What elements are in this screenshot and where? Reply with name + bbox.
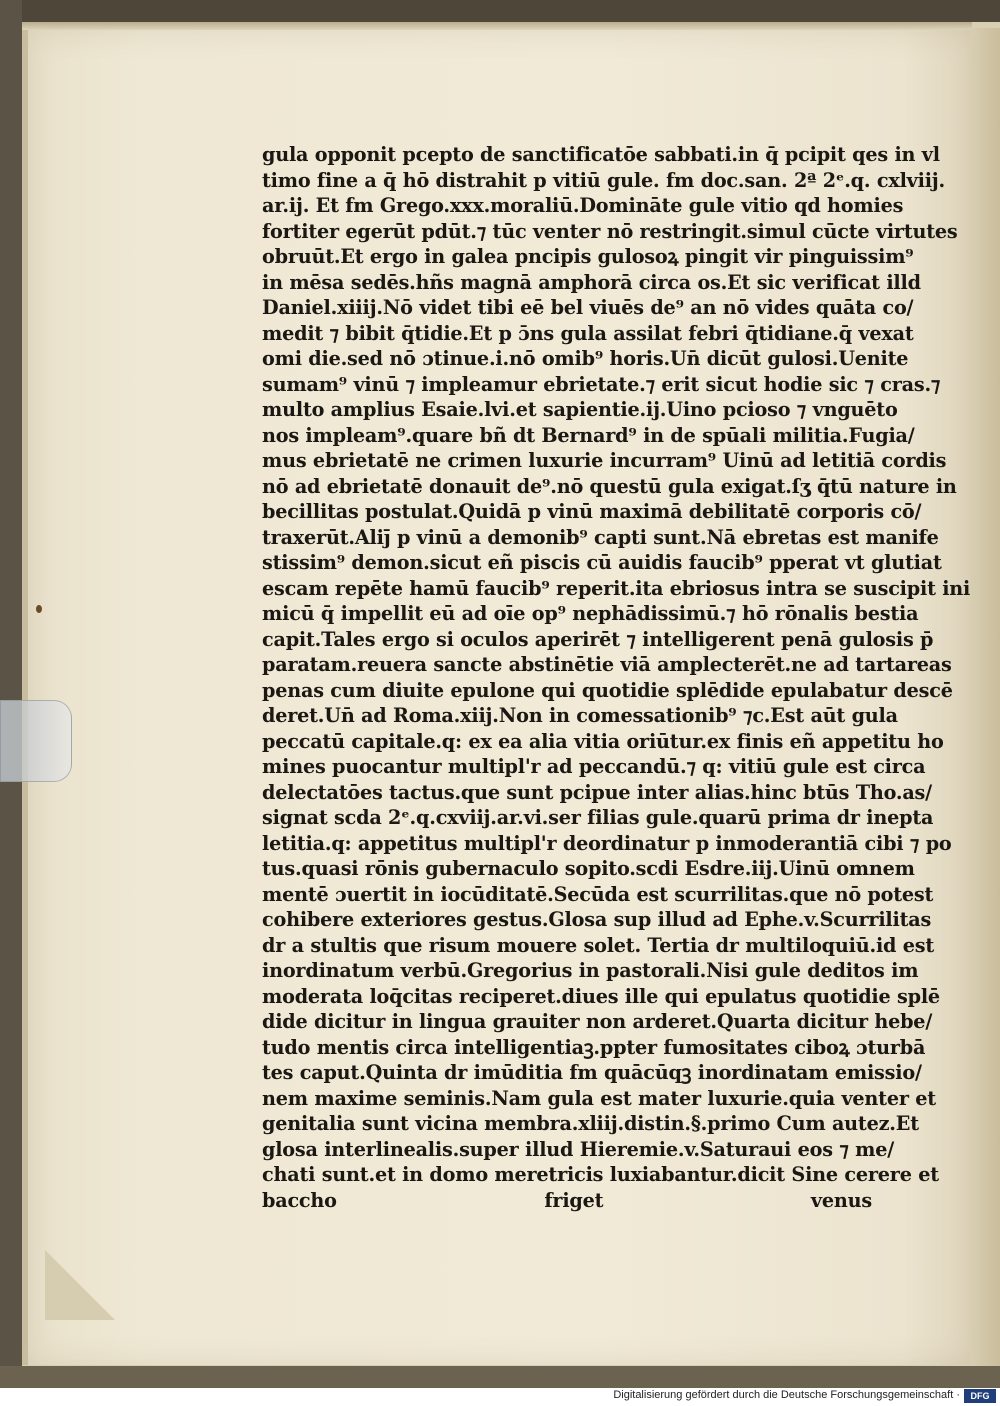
- text-line: signat scda 2ᵉ.q.cxviij.ar.vi.ser filias gule.quarū prima dr inepta: [262, 806, 934, 829]
- text-line: tes caput.Quinta dr imūditia fm quācūqꝫ inordinatam emissio/: [262, 1061, 922, 1084]
- text-line: deret.Un̄ ad Roma.xiij.Non in comessationib⁹ ⁊c.Est aūt gula: [262, 704, 898, 727]
- text-line: dr a stultis que risum mouere solet. Tertia dr multiloquiū.id est: [262, 933, 935, 957]
- corner-fold: [45, 1250, 115, 1320]
- text-line: genitalia sunt vicina membra.xliij.distin.§.primo Cum autez.Et: [262, 1112, 919, 1135]
- digitization-credit: Digitalisierung gefördert durch die Deutsche Forschungsgemeinschaft ·: [613, 1389, 960, 1401]
- text-line: mentē ɔuertit in iocūditatē.Secūda est scurrilitas.que nō potest: [262, 882, 934, 906]
- text-line: baccho friget venus: [262, 1188, 872, 1212]
- text-line: tudo mentis circa intelligentiaꝫ.ppter fumositates ciboꝝ ɔturbā: [262, 1035, 926, 1059]
- text-line: mus ebrietatē ne crimen luxurie incurram⁹ Uinū ad letitiā cordis: [262, 449, 947, 472]
- text-line: nem maxime seminis.Nam gula est mater luxurie.quia venter et: [262, 1086, 936, 1110]
- dfg-logo: DFG: [964, 1389, 996, 1403]
- text-line: paratam.reuera sancte abstinētie viā amplecterēt.ne ad tartareas: [262, 653, 952, 676]
- text-line: escam repēte hamū faucib⁹ reperit.ita ebriosus intra se suscipit ini: [262, 576, 971, 600]
- ink-spot: [36, 605, 42, 613]
- text-line: in mēsa sedēs.hñs magnā amphorā circa os.Et sic verificat illd: [262, 270, 921, 294]
- text-line: delectatōes tactus.que sunt pcipue inter alias.hinc btūs Tho.as/: [262, 780, 932, 804]
- scan-background-top: [0, 0, 1000, 22]
- text-line: mines puocantur multipl'r ad peccandū.⁊ q: vitiū gule est circa: [262, 755, 926, 778]
- text-line: sumam⁹ vinū ⁊ impleamur ebrietate.⁊ erit sicut hodie sic ⁊ cras.⁊: [262, 372, 941, 396]
- text-line: ar.ij. Et fm Grego.xxx.moraliū.Domināte gule vitio qd homies: [262, 194, 904, 217]
- text-line: inordinatum verbū.Gregorius in pastorali.Nisi gule deditos im: [262, 959, 919, 982]
- text-line: letitia.q: appetitus multipl'r deordinatur p inmoderantiā cibi ⁊ po: [262, 831, 952, 855]
- text-line: peccatū capitale.q: ex ea alia vitia oriūtur.ex finis eñ appetitu ho: [262, 729, 944, 753]
- text-line: medit ⁊ bibit q̄tidie.Et p ɔ̄ns gula assilat febri q̄tidiane.q̄ vexat: [262, 321, 914, 345]
- text-line: tus.quasi rōnis gubernaculo sopito.scdi Esdre.iij.Uinū omnem: [262, 857, 915, 880]
- text-line: nō ad ebrietatē donauit de⁹.nō questū gula exigat.ſʒ q̄tū nature in: [262, 474, 957, 498]
- text-line: capit.Tales ergo si oculos aperirēt ⁊ intelligerent penā gulosis p̄: [262, 627, 934, 651]
- text-line: stissim⁹ demon.sicut eñ piscis cū auidis faucib⁹ pperat vt glutiat: [262, 551, 942, 574]
- text-line: dide dicitur in lingua grauiter non arderet.Quarta dicitur hebe/: [262, 1010, 933, 1033]
- text-line: omi die.sed nō ɔtinue.i.nō omib⁹ horis.Un̄ dicūt gulosi.Uenite: [262, 347, 909, 370]
- page-clip: [0, 700, 72, 782]
- scan-background-bottom: [0, 1366, 1000, 1388]
- text-line: timo fine a q̄ hō distrahit p vitiū gule. fm doc.san. 2ª 2ᵉ.q. cxlviij.: [262, 168, 946, 192]
- text-line: penas cum diuite epulone qui quotidie splēdide epulabatur descē: [262, 678, 953, 702]
- text-line: obruūt.Et ergo in galea pncipis gulosoꝝ pingit vir pinguissim⁹: [262, 245, 914, 268]
- text-line: cohibere exteriores gestus.Glosa sup illud ad Ephe.v.Scurrilitas: [262, 908, 932, 931]
- text-line: multo amplius Esaie.lvi.et sapientie.ij.Uino pcioso ⁊ vnguēto: [262, 398, 898, 421]
- text-line: moderata loq̄citas reciperet.diues ille qui epulatus quotidie splē: [262, 984, 940, 1008]
- text-line: nos impleam⁹.quare bñ dt Bernard⁹ in de spūali militia.Fugia/: [262, 423, 915, 447]
- text-line: micū q̄ impellit eū ad oīe op⁹ nephādissimū.⁊ hō rōnalis bestia: [262, 602, 919, 625]
- text-line: fortiter egerūt pdūt.⁊ tūc venter nō restringit.simul cūcte virtutes: [262, 219, 958, 243]
- text-line: becillitas postulat.Quidā p vinū maximā debilitatē corporis cō/: [262, 500, 922, 523]
- text-line: traxerūt.Aliȷ̄ p vinū a demonib⁹ capti sunt.Nā ebretas est manife: [262, 525, 939, 549]
- book-spine-edge: [970, 28, 1000, 1368]
- text-line: chati sunt.et in domo meretricis luxiabantur.dicit Sine cerere et: [262, 1163, 939, 1186]
- scan-background-left: [0, 0, 22, 1388]
- blackletter-text-block: [262, 142, 971, 1213]
- text-line: gula opponit pcepto de sanctificatōe sabbati.in q̄ pcipit qes in vl: [262, 143, 940, 166]
- text-line: Daniel.xiiij.Nō videt tibi eē bel viuēs de⁹ an nō vides quāta co/: [262, 296, 914, 319]
- text-line: glosa interlinealis.super illud Hieremie.v.Saturaui eos ⁊ me/: [262, 1137, 895, 1161]
